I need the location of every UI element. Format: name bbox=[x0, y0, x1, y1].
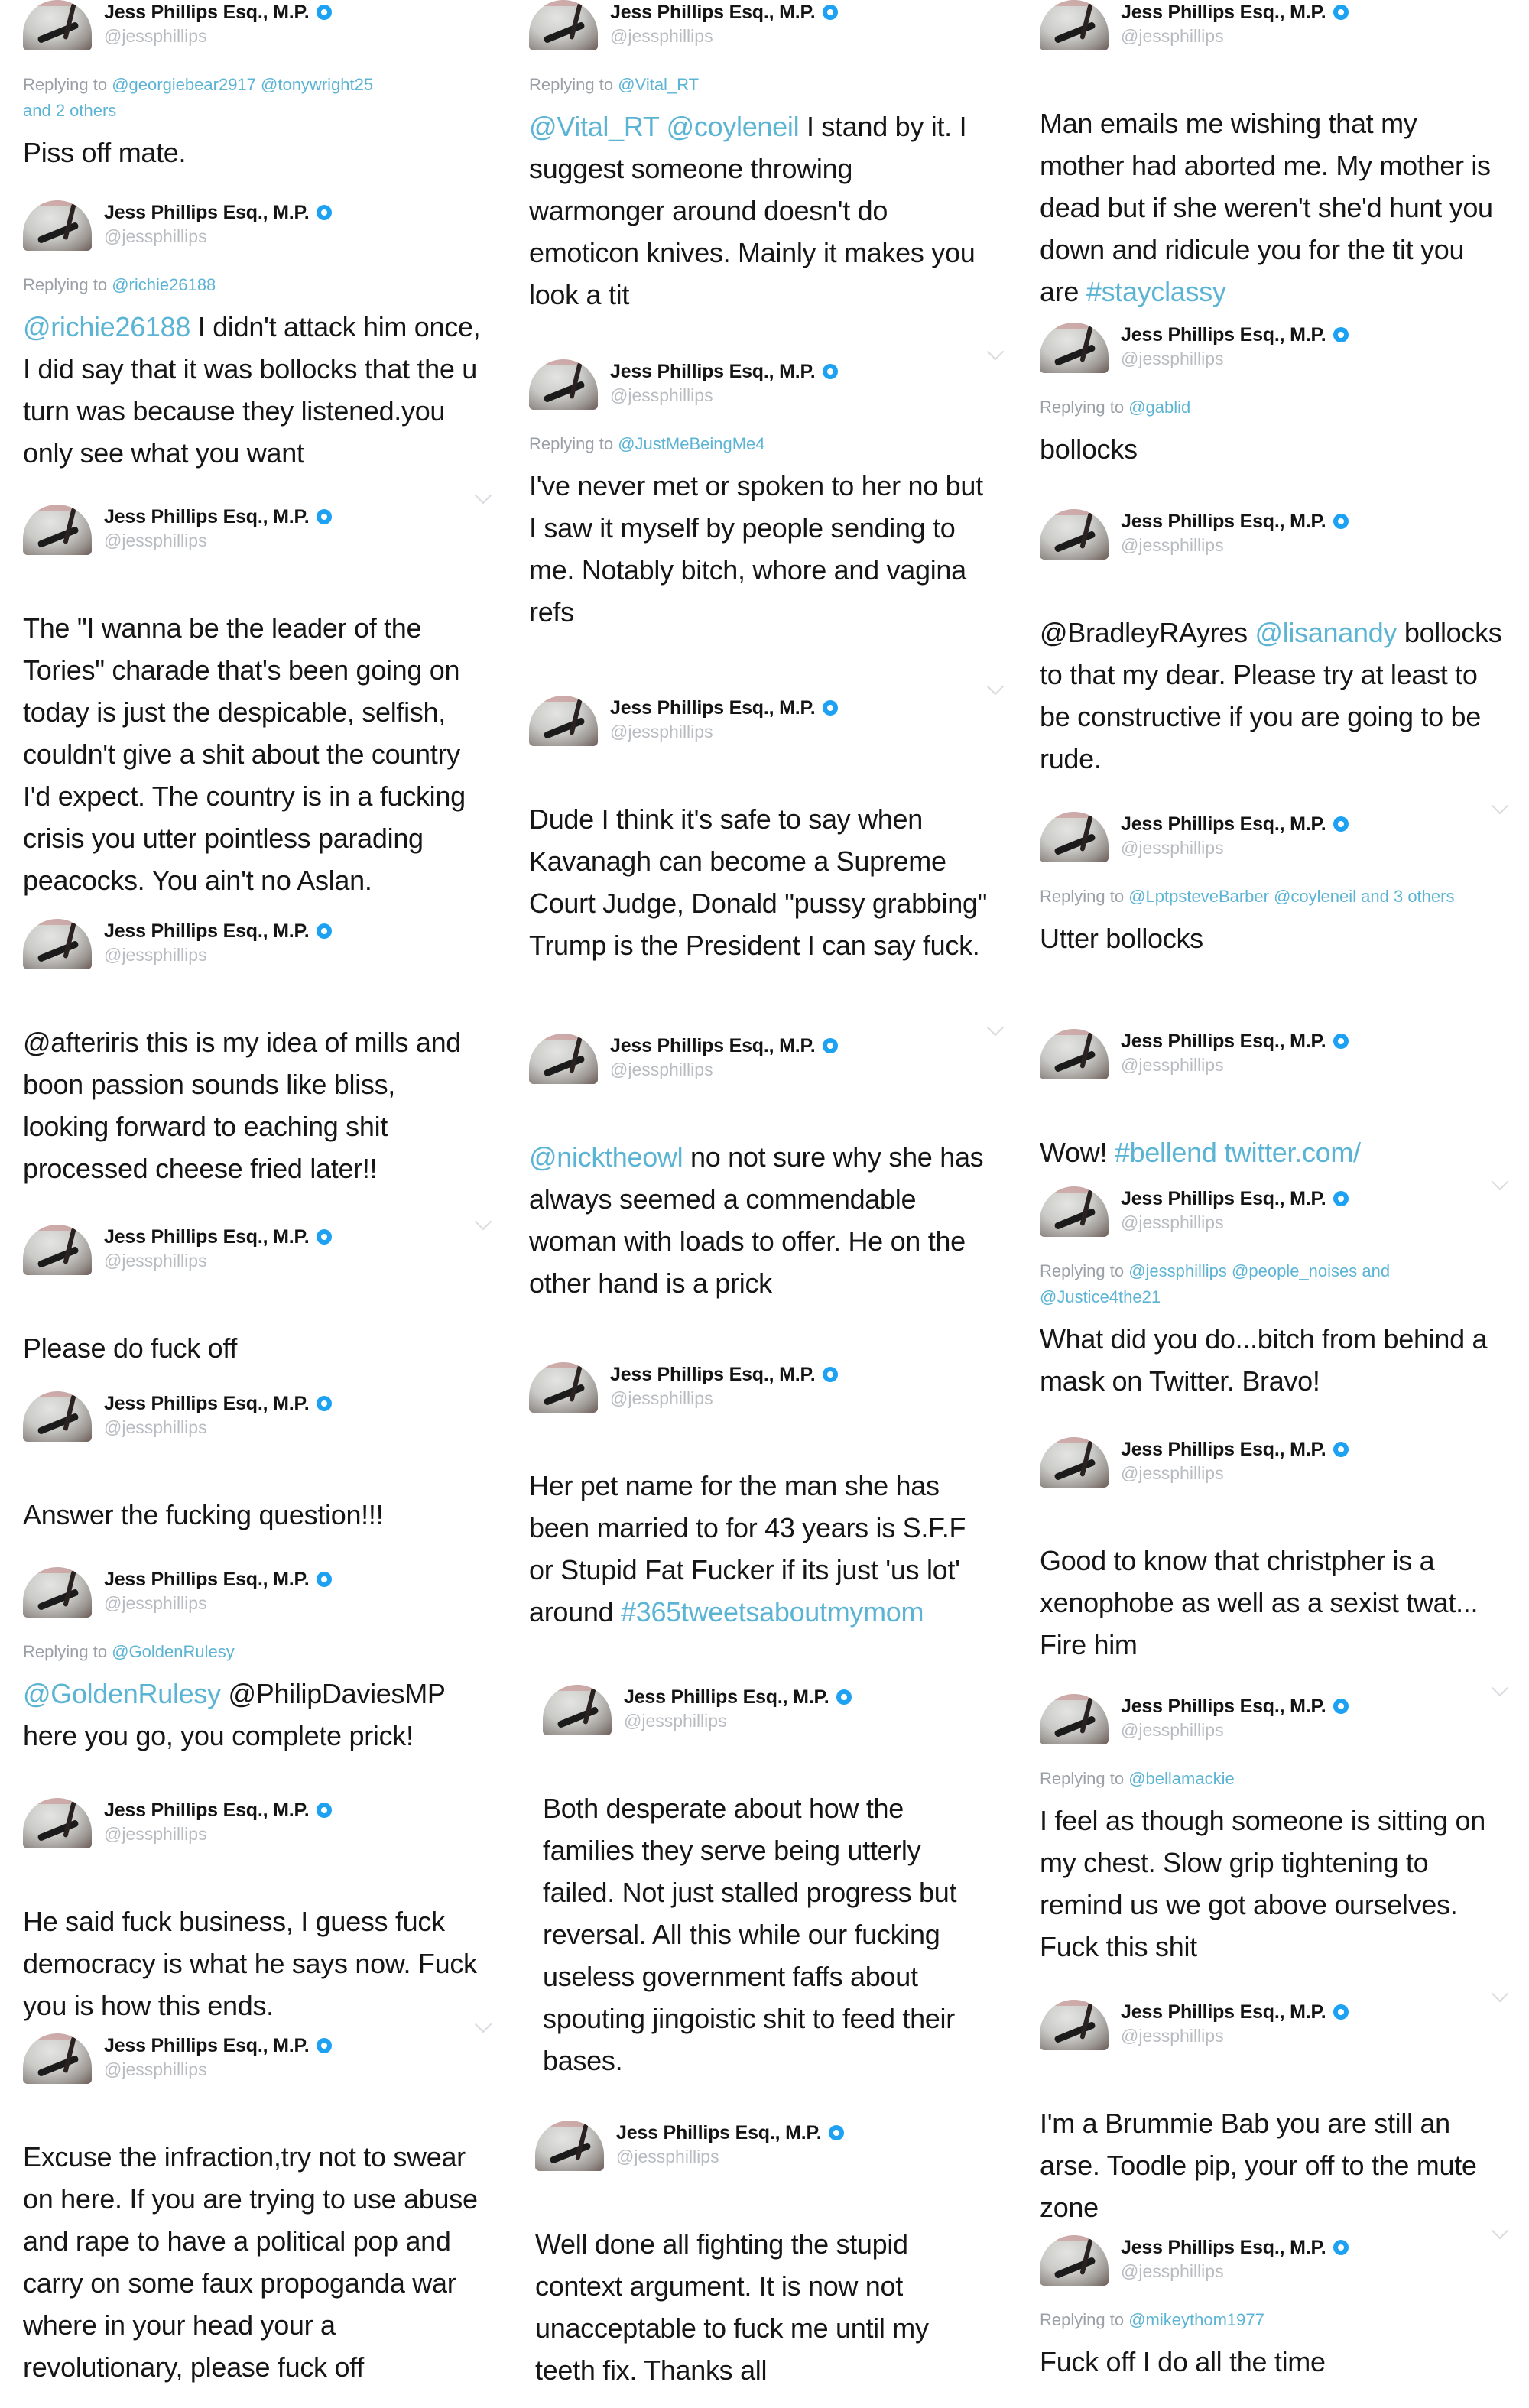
avatar[interactable] bbox=[1040, 323, 1109, 373]
author-name[interactable]: Jess Phillips Esq., M.P. bbox=[1121, 2, 1349, 24]
reply-mention-link[interactable]: @mikeythom1977 bbox=[1128, 2310, 1264, 2329]
tweet-card[interactable] bbox=[23, 505, 512, 901]
author-name[interactable]: Jess Phillips Esq., M.P. bbox=[610, 361, 838, 383]
author-handle[interactable]: @jessphillips bbox=[610, 1388, 713, 1408]
tweet-card[interactable] bbox=[1040, 1437, 1529, 1666]
tweet-text: Good to know that christpher is a xenophobe as well as a sexist twat... Fire him bbox=[1040, 1545, 1479, 1660]
avatar[interactable] bbox=[529, 1362, 598, 1413]
tweet-card[interactable] bbox=[23, 1567, 512, 1757]
tweet-text: @GoldenRulesy @PhilipDaviesMP here you go, you complete prick! bbox=[23, 1678, 445, 1751]
tweet-card[interactable] bbox=[543, 1685, 1024, 2082]
author-handle[interactable]: @jessphillips bbox=[104, 1824, 207, 1844]
tweet-text: What did you do...bitch from behind a mask on Twitter. Bravo! bbox=[1040, 1323, 1488, 1397]
tweet-header bbox=[529, 1362, 1024, 1423]
reply-mention-link[interactable]: @GoldenRulesy bbox=[112, 1642, 235, 1661]
tweet-card[interactable] bbox=[535, 2121, 1024, 2391]
author-handle[interactable]: @jessphillips bbox=[610, 26, 713, 46]
tweet-header bbox=[23, 0, 512, 61]
avatar[interactable] bbox=[1040, 1186, 1109, 1237]
author-name[interactable]: Jess Phillips Esq., M.P. bbox=[610, 1364, 838, 1386]
author-name[interactable]: Jess Phillips Esq., M.P. bbox=[104, 1800, 332, 1822]
author-name[interactable]: Jess Phillips Esq., M.P. bbox=[1121, 1188, 1349, 1210]
author-name[interactable]: Jess Phillips Esq., M.P. bbox=[104, 506, 332, 528]
author-name[interactable]: Jess Phillips Esq., M.P. bbox=[104, 1569, 332, 1591]
reply-mention-link[interactable]: @LptpsteveBarber @coyleneil bbox=[1128, 887, 1357, 906]
author-handle[interactable]: @jessphillips bbox=[610, 1060, 713, 1079]
author-name[interactable]: Jess Phillips Esq., M.P. bbox=[104, 202, 332, 224]
reply-others-link[interactable]: and 3 others bbox=[1361, 887, 1455, 906]
tweet-card[interactable] bbox=[529, 0, 1024, 316]
mention-link[interactable]: @richie26188 bbox=[23, 311, 191, 342]
author-name[interactable]: Jess Phillips Esq., M.P. bbox=[1121, 511, 1349, 533]
avatar[interactable] bbox=[1040, 509, 1109, 560]
tweet-header bbox=[1040, 1437, 1529, 1498]
reply-mention-link[interactable]: @JustMeBeingMe4 bbox=[618, 434, 765, 453]
author-name[interactable]: Jess Phillips Esq., M.P. bbox=[1121, 2237, 1349, 2259]
replying-to: Replying to @richie26188 bbox=[23, 275, 216, 294]
author-handle[interactable]: @jessphillips bbox=[104, 1593, 207, 1613]
tweet-header bbox=[23, 200, 512, 261]
author-handle[interactable]: @jessphillips bbox=[616, 2147, 719, 2166]
tweet-header bbox=[529, 696, 1024, 757]
verified-badge-icon bbox=[317, 1229, 332, 1245]
replying-to: Replying to @Vital_RT bbox=[529, 75, 700, 94]
tweet-card[interactable] bbox=[1040, 1186, 1529, 1402]
tweet-card[interactable] bbox=[23, 1391, 512, 1536]
tweet-card[interactable] bbox=[23, 0, 512, 174]
replying-to: Replying to @gablid bbox=[1040, 398, 1191, 417]
author-handle[interactable]: @jessphillips bbox=[1121, 535, 1224, 555]
replying-to: Replying to @JustMeBeingMe4 bbox=[529, 434, 765, 453]
tweet-text: bollocks bbox=[1040, 433, 1138, 465]
avatar[interactable] bbox=[529, 696, 598, 746]
verified-badge-icon bbox=[823, 1038, 838, 1053]
mention-link[interactable]: @Vital_RT @coyleneil bbox=[529, 111, 800, 142]
chevron-down-icon[interactable] bbox=[475, 487, 492, 505]
tweet-card[interactable] bbox=[23, 1225, 512, 1369]
avatar[interactable] bbox=[23, 200, 92, 251]
verified-badge-icon bbox=[317, 2038, 332, 2053]
tweet-text: Dude I think it's safe to say when Kavanagh can become a Supreme Court Judge, Donald "pussy grabbing" Trump is the President I can say fuck. bbox=[529, 803, 988, 961]
reply-mention-link[interactable]: @jessphillips @people_noises bbox=[1128, 1261, 1358, 1280]
verified-badge-icon bbox=[1333, 1442, 1349, 1457]
tweet-column-3 bbox=[1024, 0, 1529, 2408]
tweet-header bbox=[1040, 0, 1529, 61]
author-name[interactable]: Jess Phillips Esq., M.P. bbox=[1121, 813, 1349, 836]
replying-to: Replying to @GoldenRulesy bbox=[23, 1642, 235, 1661]
verified-badge-icon bbox=[1333, 2240, 1349, 2255]
author-handle[interactable]: @jessphillips bbox=[1121, 838, 1224, 858]
author-handle[interactable]: @jessphillips bbox=[624, 1711, 727, 1731]
replying-to: Replying to @mikeythom1977 bbox=[1040, 2310, 1264, 2329]
mention-link[interactable]: @GoldenRulesy bbox=[23, 1678, 221, 1709]
reply-others-link[interactable]: and @Justice4the21 bbox=[1040, 1261, 1391, 1306]
author-handle[interactable]: @jessphillips bbox=[1121, 1463, 1224, 1483]
author-handle[interactable]: @jessphillips bbox=[1121, 1055, 1224, 1075]
mention-link[interactable]: @lisanandy bbox=[1255, 617, 1398, 648]
avatar[interactable] bbox=[1040, 812, 1109, 862]
tweet-header bbox=[529, 1034, 1024, 1095]
tweet-card[interactable] bbox=[529, 1034, 1024, 1304]
tweet-text: Fuck off I do all the time bbox=[1040, 2346, 1326, 2377]
author-name[interactable]: Jess Phillips Esq., M.P. bbox=[104, 920, 332, 943]
avatar[interactable] bbox=[23, 1225, 92, 1275]
tweet-text: @Vital_RT @coyleneil I stand by it. I suggest someone throwing warmonger around doesn't do emoticon knives. Mainly it makes you look a tit bbox=[529, 111, 976, 310]
tweet-text: I feel as though someone is sitting on my chest. Slow grip tightening to remind us we got above ourselves. Fuck this shit bbox=[1040, 1805, 1485, 1962]
chevron-down-icon[interactable] bbox=[987, 678, 1005, 696]
author-name[interactable]: Jess Phillips Esq., M.P. bbox=[624, 1686, 852, 1709]
tweet-header bbox=[1040, 1186, 1529, 1248]
verified-badge-icon bbox=[823, 5, 838, 20]
verified-badge-icon bbox=[823, 700, 838, 716]
replying-to: Replying to @georgiebear2917 @tonywright25 and 2 others bbox=[23, 75, 374, 120]
tweet-text: Her pet name for the man she has been married to for 43 years is S.F.F or Stupid Fat Fucker if its just 'us lot' around #365tweetsaboutmymom bbox=[529, 1470, 966, 1628]
author-handle[interactable]: @jessphillips bbox=[104, 945, 207, 965]
tweet-text: @afteriris this is my idea of mills and boon passion sounds like bliss, looking forward to eaching shit processed cheese fried later!! bbox=[23, 1027, 462, 1184]
author-name[interactable]: Jess Phillips Esq., M.P. bbox=[610, 697, 838, 719]
tweet-text: Man emails me wishing that my mother had aborted me. My mother is dead but if she weren't she'd hunt you down and ridicule you for the tit you are #stayclassy bbox=[1040, 108, 1493, 307]
tweet-header bbox=[529, 359, 1024, 420]
tweet-card[interactable] bbox=[1040, 1029, 1529, 1173]
tweet-header bbox=[1040, 2000, 1529, 2061]
author-handle[interactable]: @jessphillips bbox=[610, 385, 713, 405]
tweet-column-1 bbox=[0, 0, 512, 2408]
tweet-header bbox=[23, 2033, 512, 2095]
reply-mention-link[interactable]: @richie26188 bbox=[112, 275, 216, 294]
avatar[interactable] bbox=[23, 0, 92, 50]
hashtag-link[interactable]: #stayclassy bbox=[1086, 276, 1226, 307]
replying-to: Replying to @LptpsteveBarber @coyleneil and 3 others bbox=[1040, 887, 1455, 906]
verified-badge-icon bbox=[1333, 327, 1349, 342]
tweet-text: Utter bollocks bbox=[1040, 923, 1203, 954]
replying-to: Replying to @jessphillips @people_noises and @Justice4the21 bbox=[1040, 1261, 1391, 1306]
author-handle[interactable]: @jessphillips bbox=[104, 2059, 207, 2079]
avatar[interactable] bbox=[529, 359, 598, 410]
author-handle[interactable]: @jessphillips bbox=[1121, 26, 1224, 46]
verified-badge-icon bbox=[317, 923, 332, 939]
tweet-card[interactable] bbox=[23, 919, 512, 1189]
verified-badge-icon bbox=[1333, 816, 1349, 832]
verified-badge-icon bbox=[823, 364, 838, 379]
tweet-header bbox=[1040, 812, 1529, 873]
verified-badge-icon bbox=[1333, 514, 1349, 529]
avatar[interactable] bbox=[23, 1798, 92, 1848]
avatar[interactable] bbox=[23, 505, 92, 555]
verified-badge-icon bbox=[1333, 5, 1349, 20]
author-name[interactable]: Jess Phillips Esq., M.P. bbox=[1121, 1439, 1349, 1461]
author-handle[interactable]: @jessphillips bbox=[104, 1251, 207, 1271]
verified-badge-icon bbox=[317, 509, 332, 524]
tweet-card[interactable] bbox=[529, 1362, 1024, 1633]
verified-badge-icon bbox=[317, 1803, 332, 1818]
tweet-text: Please do fuck off bbox=[23, 1332, 238, 1364]
tweet-text: @richie26188 I didn't attack him once, I did say that it was bollocks that the u turn was because they listened.you only see what you want bbox=[23, 311, 481, 469]
tweet-card[interactable] bbox=[529, 696, 1024, 966]
verified-badge-icon bbox=[829, 2125, 844, 2140]
author-name[interactable]: Jess Phillips Esq., M.P. bbox=[1121, 324, 1349, 346]
tweet-header bbox=[23, 1798, 512, 1859]
verified-badge-icon bbox=[317, 1572, 332, 1587]
author-handle[interactable]: @jessphillips bbox=[104, 226, 207, 246]
tweet-card[interactable] bbox=[1040, 0, 1529, 313]
author-name[interactable]: Jess Phillips Esq., M.P. bbox=[1121, 1696, 1349, 1718]
author-name[interactable]: Jess Phillips Esq., M.P. bbox=[616, 2122, 844, 2144]
author-handle[interactable]: @jessphillips bbox=[1121, 1720, 1224, 1740]
author-handle[interactable]: @jessphillips bbox=[104, 531, 207, 550]
tweet-card[interactable] bbox=[1040, 509, 1529, 780]
author-name[interactable]: Jess Phillips Esq., M.P. bbox=[104, 1226, 332, 1248]
tweet-card[interactable] bbox=[1040, 1694, 1529, 1968]
avatar[interactable] bbox=[23, 1567, 92, 1618]
avatar[interactable] bbox=[1040, 0, 1109, 50]
avatar[interactable] bbox=[23, 1391, 92, 1442]
tweet-text: I'm a Brummie Bab you are still an arse. Toodle pip, your off to the mute zone bbox=[1040, 2108, 1477, 2223]
tweet-header bbox=[23, 919, 512, 980]
tweet-text: @BradleyRAyres @lisanandy bollocks to that my dear. Please try at least to be constructive if you are going to be rude. bbox=[1040, 617, 1502, 774]
avatar[interactable] bbox=[529, 0, 598, 50]
tweet-header bbox=[1040, 1694, 1529, 1755]
avatar[interactable] bbox=[529, 1034, 598, 1084]
hashtag-link[interactable]: #365tweetsaboutmymom bbox=[621, 1596, 924, 1628]
avatar[interactable] bbox=[1040, 1437, 1109, 1488]
tweet-card[interactable] bbox=[1040, 323, 1529, 470]
tweet-text: Excuse the infraction,try not to swear on here. If you are trying to use abuse and rape to have a political pop and carry on some faux propoganda war where in your head your a revolutionary, please fuck off bbox=[23, 2141, 478, 2383]
author-handle[interactable]: @jessphillips bbox=[104, 1417, 207, 1437]
tweet-text: Answer the fucking question!!! bbox=[23, 1499, 384, 1530]
tweet-text: @nicktheowl no not sure why she has always seemed a commendable woman with loads to offer. He on the other hand is a prick bbox=[529, 1141, 984, 1299]
tweet-card[interactable] bbox=[1040, 812, 1529, 959]
author-name[interactable]: Jess Phillips Esq., M.P. bbox=[610, 2, 838, 24]
author-handle[interactable]: @jessphillips bbox=[1121, 349, 1224, 368]
tweet-header bbox=[529, 0, 1024, 61]
author-handle[interactable]: @jessphillips bbox=[104, 26, 207, 46]
tweet-card[interactable] bbox=[1040, 2235, 1529, 2383]
chevron-down-icon[interactable] bbox=[987, 343, 1005, 361]
avatar[interactable] bbox=[543, 1685, 612, 1735]
author-name[interactable]: Jess Phillips Esq., M.P. bbox=[104, 2035, 332, 2057]
author-handle[interactable]: @jessphillips bbox=[1121, 1212, 1224, 1232]
avatar[interactable] bbox=[1040, 1694, 1109, 1744]
tweet-card[interactable] bbox=[1040, 2000, 1529, 2228]
tweet-header bbox=[23, 1225, 512, 1286]
tweet-header bbox=[1040, 2235, 1529, 2296]
author-name[interactable]: Jess Phillips Esq., M.P. bbox=[104, 2, 332, 24]
avatar[interactable] bbox=[23, 2033, 92, 2084]
verified-badge-icon bbox=[823, 1367, 838, 1382]
reply-mention-link[interactable]: @Vital_RT bbox=[618, 75, 700, 94]
reply-others-link[interactable]: and 2 others bbox=[23, 101, 117, 120]
mention-link[interactable]: @nicktheowl bbox=[529, 1141, 683, 1173]
tweet-header bbox=[1040, 509, 1529, 570]
tweet-header bbox=[23, 1391, 512, 1452]
tweet-text: He said fuck business, I guess fuck democracy is what he says now. Fuck you is how this ends. bbox=[23, 1906, 477, 2021]
replying-to: Replying to @bellamackie bbox=[1040, 1769, 1235, 1788]
tweet-text: Piss off mate. bbox=[23, 137, 187, 168]
tweet-column-2 bbox=[512, 0, 1024, 2408]
tweet-text: Well done all fighting the stupid context argument. It is now not unacceptable to fuck me until my teeth fix. Thanks all bbox=[535, 2228, 929, 2386]
tweet-header bbox=[535, 2121, 1024, 2182]
verified-badge-icon bbox=[317, 205, 332, 220]
tweet-card[interactable] bbox=[23, 1798, 512, 2027]
avatar[interactable] bbox=[23, 919, 92, 969]
hashtag-link[interactable]: #bellend twitter.com/ bbox=[1114, 1137, 1361, 1168]
author-name[interactable]: Jess Phillips Esq., M.P. bbox=[610, 1035, 838, 1057]
verified-badge-icon bbox=[1333, 2004, 1349, 2020]
tweet-header bbox=[1040, 1029, 1529, 1090]
author-name[interactable]: Jess Phillips Esq., M.P. bbox=[1121, 2001, 1349, 2023]
author-handle[interactable]: @jessphillips bbox=[1121, 2261, 1224, 2281]
author-name[interactable]: Jess Phillips Esq., M.P. bbox=[1121, 1030, 1349, 1053]
tweet-text: The "I wanna be the leader of the Tories" charade that's been going on today is just the despicable, selfish, couldn't give a shit about the country I'd expect. The country is in a fucking crisis you utter pointless parading peacocks. You ain't no Aslan. bbox=[23, 612, 466, 896]
avatar[interactable] bbox=[1040, 1029, 1109, 1079]
avatar[interactable] bbox=[1040, 2000, 1109, 2050]
avatar[interactable] bbox=[535, 2121, 604, 2171]
reply-mention-link[interactable]: @georgiebear2917 @tonywright25 bbox=[112, 75, 374, 94]
verified-badge-icon bbox=[317, 5, 332, 20]
tweet-header bbox=[1040, 323, 1529, 384]
reply-mention-link[interactable]: @gablid bbox=[1128, 398, 1191, 417]
author-handle[interactable]: @jessphillips bbox=[610, 722, 713, 742]
tweet-text: I've never met or spoken to her no but I saw it myself by people sending to me. Notably bitch, whore and vagina refs bbox=[529, 470, 983, 628]
author-handle[interactable]: @jessphillips bbox=[1121, 2026, 1224, 2046]
verified-badge-icon bbox=[1333, 1034, 1349, 1049]
tweet-card[interactable] bbox=[529, 359, 1024, 633]
avatar[interactable] bbox=[1040, 2235, 1109, 2286]
verified-badge-icon bbox=[317, 1396, 332, 1411]
verified-badge-icon bbox=[1333, 1699, 1349, 1714]
tweet-card[interactable] bbox=[23, 200, 512, 474]
tweet-header bbox=[23, 1567, 512, 1628]
verified-badge-icon bbox=[1333, 1191, 1349, 1206]
verified-badge-icon bbox=[836, 1689, 852, 1705]
author-name[interactable]: Jess Phillips Esq., M.P. bbox=[104, 1393, 332, 1415]
tweet-header bbox=[543, 1685, 1024, 1746]
tweet-text: Both desperate about how the families they serve being utterly failed. Not just stalled progress but reversal. All this while our fucking useless government faffs about spouting jingoistic shit to feed their bases. bbox=[543, 1793, 957, 2076]
reply-mention-link[interactable]: @bellamackie bbox=[1128, 1769, 1235, 1788]
tweet-text: Wow! #bellend twitter.com/ bbox=[1040, 1137, 1361, 1168]
tweet-header bbox=[23, 505, 512, 566]
tweet-card[interactable] bbox=[23, 2033, 512, 2388]
